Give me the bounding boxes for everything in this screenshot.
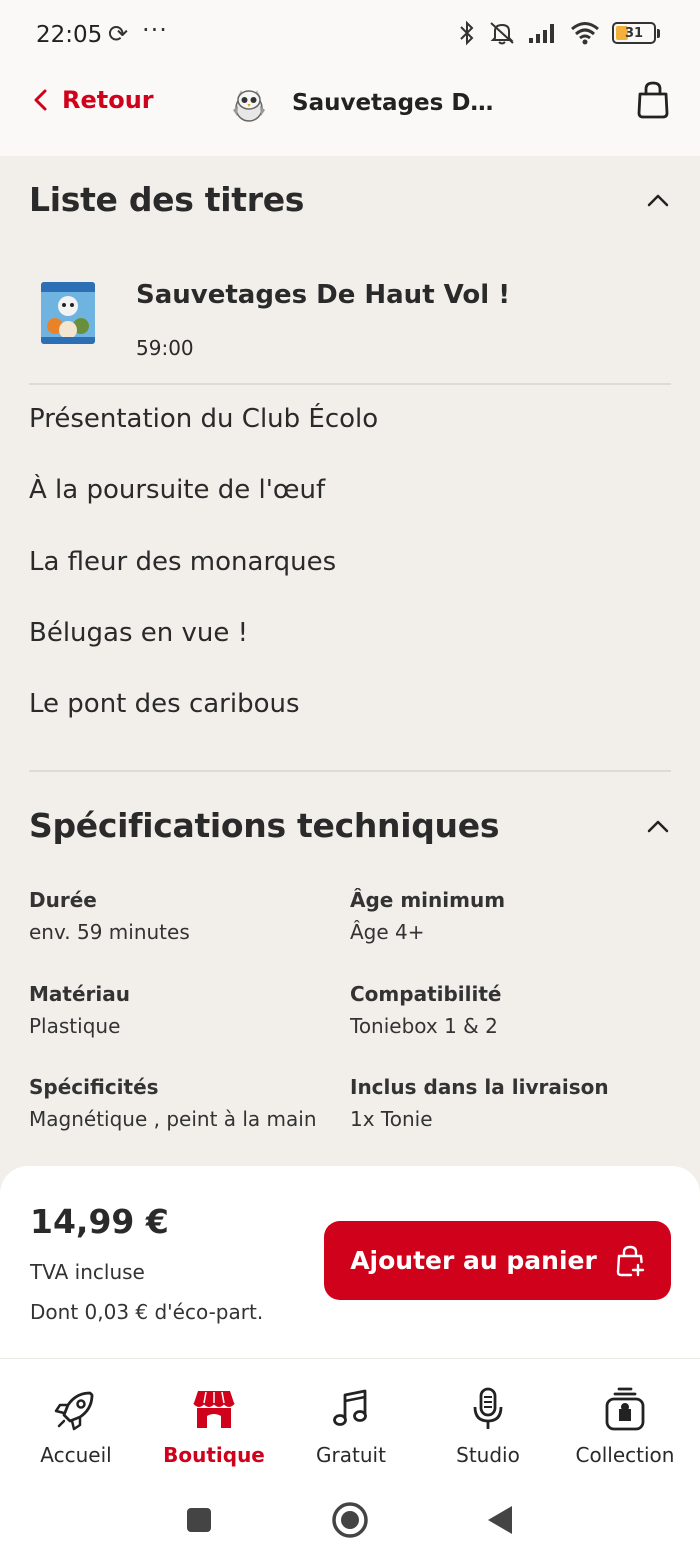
system-navigation xyxy=(0,1486,700,1556)
signal-icon xyxy=(528,22,558,44)
divider xyxy=(29,383,671,385)
vat-note: TVA incluse xyxy=(30,1260,145,1284)
spec-value: 1x Tonie xyxy=(350,1107,433,1131)
nav-label: Studio xyxy=(456,1443,520,1467)
home-icon[interactable] xyxy=(328,1498,372,1542)
price: 14,99 € xyxy=(30,1202,169,1241)
chevron-up-icon[interactable] xyxy=(645,818,671,834)
nav-item-boutique[interactable] xyxy=(144,1385,284,1467)
tracklist-header[interactable] xyxy=(29,180,671,219)
nav-item-gratuit[interactable] xyxy=(281,1385,421,1467)
add-to-cart-button[interactable] xyxy=(324,1221,671,1300)
chapter-item: À la poursuite de l'œuf xyxy=(29,475,326,505)
spec-value: Toniebox 1 & 2 xyxy=(350,1014,498,1038)
chapter-item: Présentation du Club Écolo xyxy=(29,404,379,434)
back-label: Retour xyxy=(62,86,154,114)
track-title: Sauvetages De Haut Vol ! xyxy=(136,280,511,310)
album-cover-icon xyxy=(41,282,95,344)
specs-header[interactable] xyxy=(29,806,671,845)
chapter-item: Bélugas en vue ! xyxy=(29,618,249,648)
spec-value: Plastique xyxy=(29,1014,121,1038)
nav-item-studio[interactable] xyxy=(418,1385,558,1467)
track-row[interactable] xyxy=(40,280,672,380)
purchase-panel xyxy=(0,1166,700,1358)
owl-figurine-icon xyxy=(228,82,270,124)
rocket-icon xyxy=(52,1385,100,1433)
sync-icon: ⟳ xyxy=(108,20,129,48)
track-duration: 59:00 xyxy=(136,336,194,360)
nav-label: Gratuit xyxy=(316,1443,386,1467)
microphone-icon xyxy=(464,1385,512,1433)
back-button[interactable] xyxy=(32,86,154,114)
spec-label: Compatibilité xyxy=(350,982,502,1006)
spec-label: Matériau xyxy=(29,982,130,1006)
tracklist-title: Liste des titres xyxy=(29,180,305,219)
spec-value: Âge 4+ xyxy=(350,920,425,944)
mute-icon xyxy=(488,20,516,46)
status-bar xyxy=(0,0,700,72)
wifi-icon xyxy=(570,21,600,45)
specs-title: Spécifications techniques xyxy=(29,806,500,845)
nav-label: Accueil xyxy=(40,1443,112,1467)
header-title: Sauvetages D… xyxy=(292,90,494,116)
system-back-icon[interactable] xyxy=(478,1498,522,1542)
app-header xyxy=(0,72,700,156)
recent-apps-icon[interactable] xyxy=(177,1498,221,1542)
status-time: 22:05 xyxy=(36,22,103,48)
spec-label: Durée xyxy=(29,888,97,912)
more-notifications-icon: ··· xyxy=(142,16,168,44)
spec-label: Âge minimum xyxy=(350,888,506,912)
nav-label: Collection xyxy=(575,1443,675,1467)
divider xyxy=(29,770,671,772)
bluetooth-icon xyxy=(458,20,476,46)
battery-icon xyxy=(612,22,660,44)
eco-fee-note: Dont 0,03 € d'éco-part. xyxy=(30,1300,264,1324)
chevron-left-icon xyxy=(32,88,48,112)
add-to-cart-label: Ajouter au panier xyxy=(350,1246,597,1275)
battery-level: 31 xyxy=(624,25,644,41)
chapter-item: La fleur des monarques xyxy=(29,547,337,577)
spec-value: env. 59 minutes xyxy=(29,920,190,944)
nav-item-accueil[interactable] xyxy=(6,1385,146,1467)
nav-item-collection[interactable] xyxy=(555,1385,695,1467)
bag-plus-icon xyxy=(615,1244,645,1278)
spec-value: Magnétique , peint à la main xyxy=(29,1107,317,1131)
spec-label: Spécificités xyxy=(29,1075,159,1099)
chevron-up-icon[interactable] xyxy=(645,192,671,208)
toniebox-icon xyxy=(601,1385,649,1433)
shopping-bag-icon[interactable] xyxy=(636,80,670,120)
shop-icon xyxy=(190,1385,238,1433)
status-icons xyxy=(458,20,660,46)
spec-label: Inclus dans la livraison xyxy=(350,1075,609,1099)
page-title xyxy=(228,82,493,124)
bottom-navigation xyxy=(0,1358,700,1486)
music-note-icon xyxy=(327,1385,375,1433)
chapter-item: Le pont des caribous xyxy=(29,689,300,719)
nav-label: Boutique xyxy=(163,1443,265,1467)
